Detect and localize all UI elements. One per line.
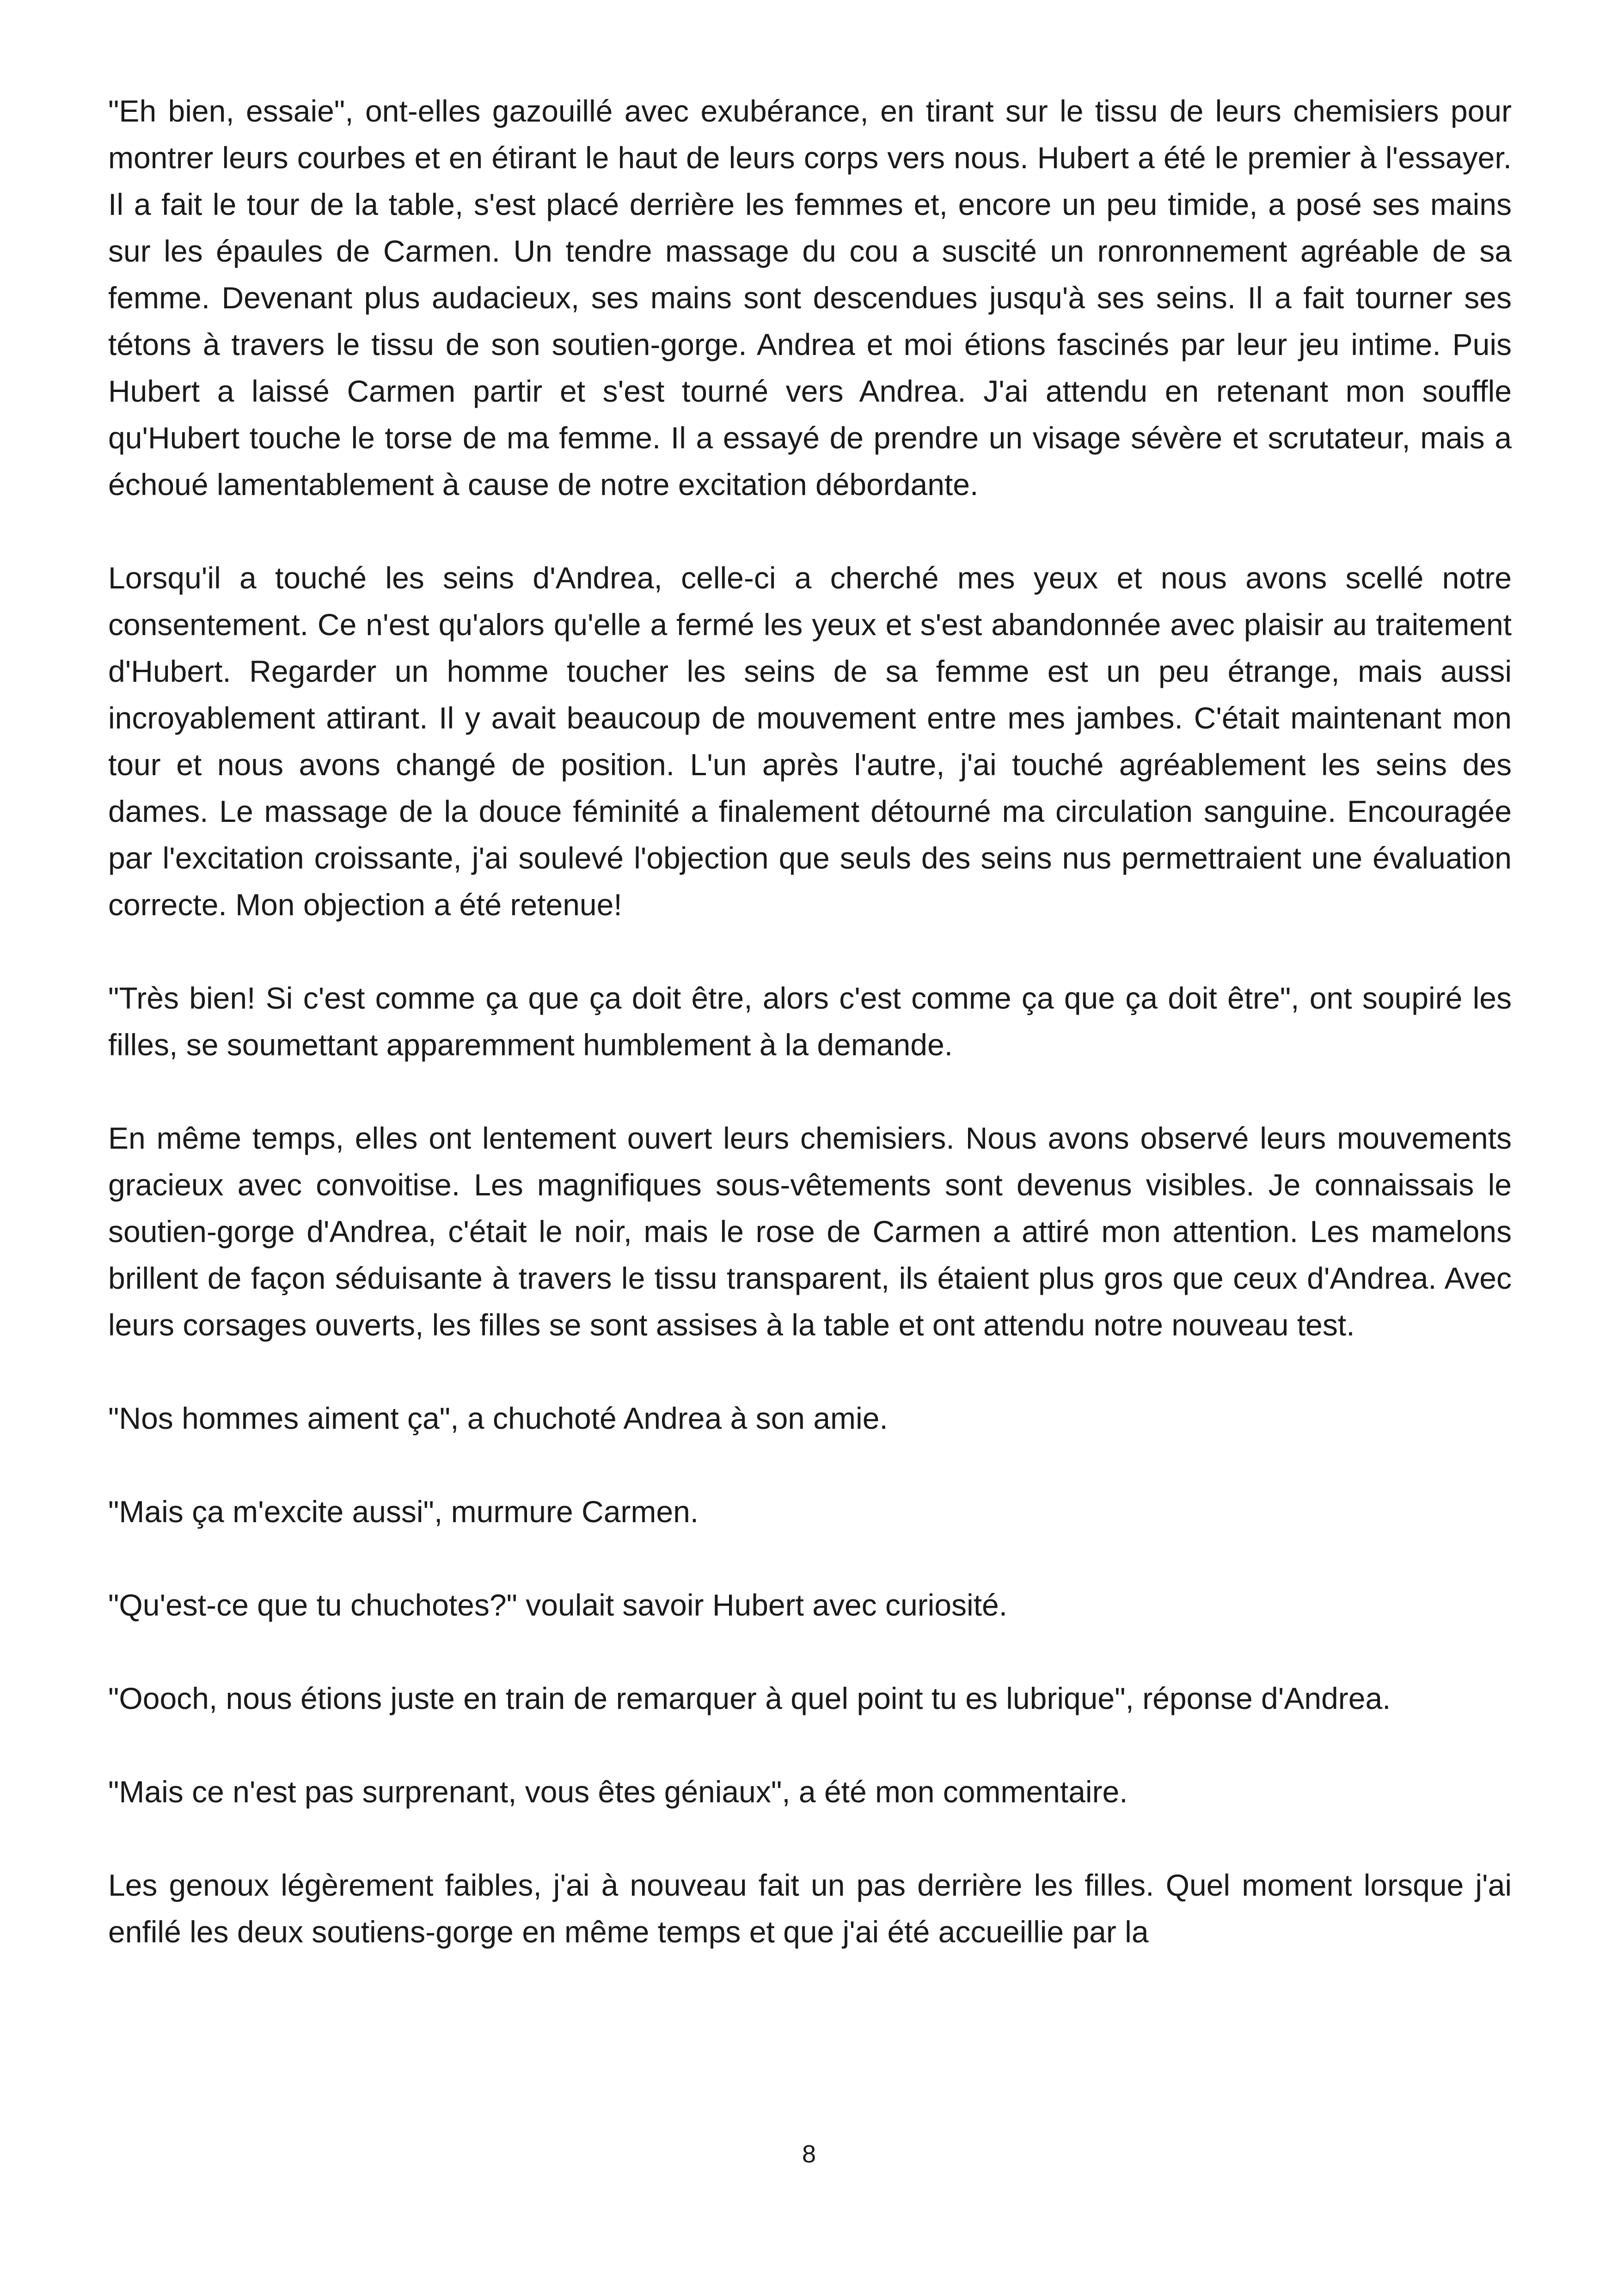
- paragraph-7: "Qu'est-ce que tu chuchotes?" voulait savoir Hubert avec curiosité.: [108, 1588, 1008, 1622]
- paragraph-8: "Oooch, nous étions juste en train de remarquer à quel point tu es lubrique", réponse d'Andrea.: [108, 1681, 1391, 1715]
- paragraph-10: Les genoux légèrement faibles, j'ai à nouveau fait un pas derrière les filles. Quel moment lorsque j'ai enfilé les deux soutiens-gorge en même temps et que j'ai été accueillie par la: [108, 1868, 1512, 1949]
- paragraph-6: "Mais ça m'excite aussi", murmure Carmen.: [108, 1494, 699, 1529]
- paragraph-4: En même temps, elles ont lentement ouvert leurs chemisiers. Nous avons observé leurs mouvements gracieux avec convoitise. Les magnifiques sous-vêtements sont devenus visibles. Je connaissais le soutien-gorge d'Andrea, c'était le noir, mais le rose de Carmen a attiré mon attention. Les mamelons brillent de façon séduisante à travers le tissu transparent, ils étaient plus gros que ceux d'Andrea. Avec leurs corsages ouverts, les filles se sont assises à la table et ont attendu notre nouveau test.: [108, 1121, 1512, 1342]
- paragraph-2: Lorsqu'il a touché les seins d'Andrea, celle-ci a cherché mes yeux et nous avons scellé notre consentement. Ce n'est qu'alors qu'elle a fermé les yeux et s'est abandonnée avec plaisir au traitement d'Hubert. Regarder un homme toucher les seins de sa femme est un peu étrange, mais aussi incroyablement attirant. Il y avait beaucoup de mouvement entre mes jambes. C'était maintenant mon tour et nous avons changé de position. L'un après l'autre, j'ai touché agréablement les seins des dames. Le massage de la douce féminité a finalement détourné ma circulation sanguine. Encouragée par l'excitation croissante, j'ai soulevé l'objection que seuls des seins nus permettraient une évaluation correcte. Mon objection a été retenue!: [108, 561, 1512, 922]
- page-number: 8: [802, 2140, 816, 2168]
- document-body: [108, 88, 1512, 1955]
- paragraph-3: "Très bien! Si c'est comme ça que ça doit être, alors c'est comme ça que ça doit être", ont soupiré les filles, se soumettant apparemment humblement à la demande.: [108, 981, 1512, 1062]
- paragraph-9: "Mais ce n'est pas surprenant, vous êtes géniaux", a été mon commentaire.: [108, 1775, 1128, 1809]
- paragraph-5: "Nos hommes aiment ça", a chuchoté Andrea à son amie.: [108, 1401, 888, 1435]
- paragraph-1: "Eh bien, essaie", ont-elles gazouillé avec exubérance, en tirant sur le tissu de leurs chemisiers pour montrer leurs courbes et en étirant le haut de leurs corps vers nous. Hubert a été le premier à l'essayer. Il a fait le tour de la table, s'est placé derrière les femmes et, encore un peu timide, a posé ses mains sur les épaules de Carmen. Un tendre massage du cou a suscité un ronronnement agréable de sa femme. Devenant plus audacieux, ses mains sont descendues jusqu'à ses seins. Il a fait tourner ses tétons à travers le tissu de son soutien-gorge. Andrea et moi étions fascinés par leur jeu intime. Puis Hubert a laissé Carmen partir et s'est tourné vers Andrea. J'ai attendu en retenant mon souffle qu'Hubert touche le torse de ma femme. Il a essayé de prendre un visage sévère et scrutateur, mais a échoué lamentablement à cause de notre excitation débordante.: [108, 94, 1512, 502]
